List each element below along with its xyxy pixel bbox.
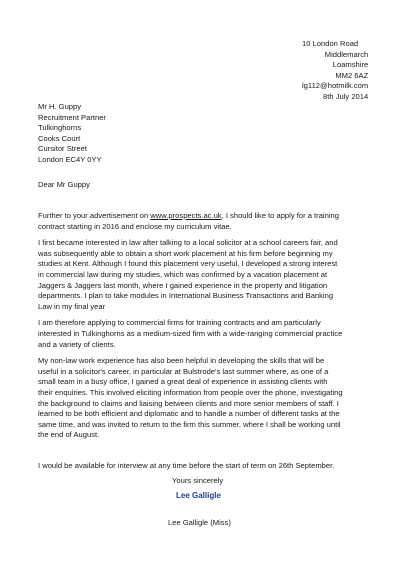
sender-address-block bbox=[302, 39, 368, 103]
body-line: departments. I plan to take modules in International Business Transactions and Banking bbox=[38, 291, 334, 301]
sender-address-line: Middlemarch bbox=[324, 49, 369, 59]
body-text: , I should like to apply for a training bbox=[221, 211, 339, 220]
signature: Lee Galligle bbox=[176, 491, 221, 500]
salutation: Dear Mr Guppy bbox=[38, 180, 90, 189]
sender-email: lg112@hotmilk.com bbox=[302, 81, 369, 91]
body-line: small team in a busy office, I gained a great deal of experience in assisting clients with bbox=[38, 377, 328, 387]
closing-sentence: I would be available for interview at any time before the start of term on 26th September. bbox=[38, 461, 335, 470]
body-line: Jaggers & Jaggers last month, where I gained experience in the property and litigation bbox=[38, 280, 328, 290]
body-line: and a variety of clients. bbox=[38, 339, 116, 349]
recipient-line: Tulkinghorns bbox=[38, 123, 82, 133]
sender-address-line: MM2 6AZ bbox=[335, 70, 369, 80]
body-line: the background to claims and liaising between clients and more senior members of staff. I bbox=[38, 398, 339, 408]
paragraph-intro bbox=[38, 211, 373, 232]
body-line: Law in my final year bbox=[38, 301, 106, 311]
valediction: Yours sincerely bbox=[172, 476, 224, 485]
body-line: the end of August. bbox=[38, 430, 100, 440]
sender-address-line: Loamshire bbox=[332, 60, 369, 70]
letter-body bbox=[38, 211, 373, 447]
body-line: was subsequently able to obtain a short work placement at his firm before beginning my bbox=[38, 248, 333, 258]
letter-date: 8th July 2014 bbox=[323, 91, 369, 101]
body-line: studies at Kent. Although I found this placement very useful, I developed a strong interest bbox=[38, 259, 338, 269]
recipient-line: Cooks Court bbox=[38, 133, 81, 143]
body-line: I first became interested in law after talking to a local solicitor at a school careers fair, and bbox=[38, 238, 338, 248]
recipient-line: Mr H. Guppy bbox=[38, 102, 82, 111]
body-line: their enquiries. This involved eliciting information from people over the phone, investigating bbox=[38, 387, 343, 397]
paragraph-applying bbox=[38, 318, 373, 350]
recipient-line: London EC4Y 0YY bbox=[38, 154, 102, 164]
signed-name: Lee Galligle (Miss) bbox=[168, 518, 231, 527]
body-line: interested in Tulkinghorns as a medium-sized firm with a wide-ranging commercial practice bbox=[38, 328, 343, 338]
recipient-line: Cursitor Street bbox=[38, 144, 87, 154]
body-line: learned to be both efficient and diplomatic and to handle a number of different tasks at the bbox=[38, 409, 340, 419]
recipient-line: Recruitment Partner bbox=[38, 112, 106, 122]
body-line: contract starting in 2016 and enclose my curriculum vitae. bbox=[38, 221, 232, 231]
body-line: I am therefore applying to commercial firms for training contracts and am particularly bbox=[38, 318, 321, 328]
website-link[interactable]: www.prospects.ac.uk bbox=[150, 211, 222, 220]
recipient-address-block bbox=[38, 102, 106, 166]
paragraph-experience bbox=[38, 356, 373, 441]
body-line: My non-law work experience has also been helpful in developing the skills that will be bbox=[38, 356, 325, 366]
body-line: same time, and was invited to return to the firm this summer, where I shall be working until bbox=[38, 419, 341, 429]
body-text: Further to your advertisement on bbox=[38, 211, 151, 220]
body-line bbox=[38, 211, 373, 222]
body-line: in commercial law during my studies, which was confirmed by a vacation placement at bbox=[38, 269, 328, 279]
body-line: useful in a solicitor's career, in particular at Bulstrode's last summer where, as one of a bbox=[38, 366, 329, 376]
sender-address-line: 10 London Road bbox=[302, 39, 359, 48]
paragraph-interest bbox=[38, 238, 373, 312]
